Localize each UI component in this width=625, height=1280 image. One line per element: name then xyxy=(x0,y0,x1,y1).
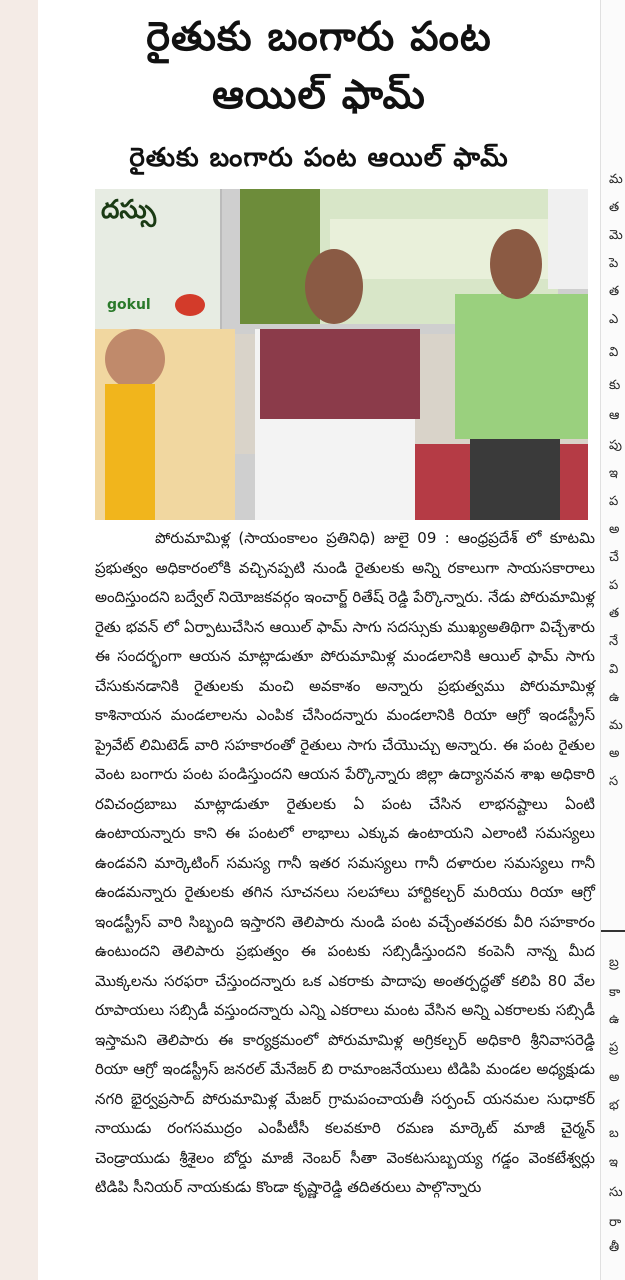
adjacent-column-glyph: ఎ xyxy=(609,312,619,327)
article-text: పోరుమామిళ్ల (సాయంకాలం ప్రతినిధి) జులై 09 : ఆంధ్రప్రదేశ్ లో కూటమి ప్రభుత్వం అధికారంలోకి వచ్చినప్పటి నుండి రైతులకు అన్ని రకాలుగా సాయసకారాలు అందిస్తుందని బద్వేల్ నియోజకవర్గం ఇంచార్జ్ రితేష్ రెడ్డి పేర్కొన్నారు. నేడు పోరుమామిళ్ల రైతు భవన్ లో ఏర్పాటుచేసిన ఆయిల్ ఫామ్ సాగు సదస్సుకు ముఖ్యఅతిథిగా విచ్చేశారు ఈ సందర్భంగా ఆయన మాట్లాడుతూ పోరుమామిళ్ల మండలానికి ఆయిల్ ఫామ్ సాగు చేసుకునడానికి రైతులకు మంచి అవకాశం అన్నారు ప్రభుత్వము పోరుమామిళ్ల కాశినాయన మండలాలను ఎంపిక చేసిందన్నారు మండలానికి రియా ఆగ్రో ఇండస్ట్రీస్ ప్రైవేట్ లిమిటెడ్ వారి సహకారంతో రైతులు సాగు చేయొచ్చు అన్నారు. ఈ పంట రైతుల వెంట బంగారు పంట పండిస్తుందని ఆయన పేర్కొన్నారు జిల్లా ఉద్యానవన శాఖ అధికారి రవిచంద్రబాబు మాట్లాడుతూ రైతులకు ఏ పంట చేసిన లాభనష్టాలు ఏంటి ఉంటాయన్నారు కాని ఈ పంటలో లాభాలు ఎక్కువ ఉంటాయని ఎలాంటి సమస్యలు ఉండవని మార్కెటింగ్ సమస్య గానీ ఇతర సమస్యలు గానీ దళారుల సమస్యలు గానీ ఉండమన్నారు రైతులకు తగిన సూచనలు సలహాలు హార్టికల్చర్ మరియు రియా ఆగ్రో ఇండస్ట్రీస్ వారి సిబ్బంది ఇస్తారని తెలిపారు నుండి పంట వచ్చేంతవరకు వీరి సహకారం ఉంటుందని తెలిపారు ప్రభుత్వం ఈ పంటకు సబ్సిడీస్తుందని కంపెనీ నాన్న మీద మొక్కలను సరఫరా చేస్తుందన్నారు ఒక ఎకరాకు పాదాపు అంతర్పద్ధతో కలిపి 80 వేల రూపాయలు సబ్సిడీ వస్తుందన్నారు ఎన్ని ఎకరాలు మంట వేసిన అన్ని ఎకరాలకు సబ్సిడీ ఇస్తామని తెలిపారు ఈ కార్యక్రమంలో పోరుమామిళ్ల అగ్రికల్చర్ అధికారి శ్రీనివాసరెడ్డి రియా ఆగ్రో ఇండస్ట్రీస్ జనరల్ మేనేజర్ బి రామాంజనేయులు టిడిపి మండల అధ్యక్షుడు నగరి భైర్వప్రసాద్ పోరుమామిళ్ల మేజర్ గ్రామపంచాయతీ సర్పంచ్ యనమల సుధాకర్ నాయుడు రంగసముద్రం ఎంపీటీసీ కలవకూరి రమణ మార్కెట్ మాజీ చైర్మన్ చెండ్రాయుడు శ్రీశైలం బోర్డు మాజీ నెంబర్ సీతా వెంకటసుబ్బయ్య గడ్డం వెంకటేశ్వర్లు టిడిపి సీనియర్ నాయకుడు కొండా కృష్ణారెడ్డి తదితరులు పాల్గొన్నారు xyxy=(95,529,595,1196)
yellow-scarf xyxy=(105,384,155,520)
adjacent-column-glyph: వి xyxy=(609,345,619,360)
adjacent-column-glyph: చే xyxy=(609,550,619,565)
banner-left-text: దస్సు xyxy=(101,195,157,225)
person-right xyxy=(445,229,588,520)
headline-line-1: రైతుకు బంగారు పంట xyxy=(146,14,492,60)
adjacent-column-glyph: స xyxy=(609,774,619,789)
adjacent-column-glyph: ప్ర xyxy=(609,1040,619,1055)
adjacent-column-glyph: ప xyxy=(609,494,619,509)
person-right-head xyxy=(490,229,542,299)
adjacent-column-glyph: నే xyxy=(609,634,619,649)
adjacent-column-glyph: త xyxy=(609,606,620,621)
palm-fruit-graphic xyxy=(175,294,205,316)
adjacent-column-glyph: మ xyxy=(609,718,623,733)
adjacent-column-glyph: సు xyxy=(609,1185,623,1200)
adjacent-column-glyph: మ xyxy=(609,172,623,187)
adjacent-column-glyph: తీ xyxy=(609,1240,620,1255)
adjacent-column-fragment xyxy=(600,0,625,1280)
adjacent-column-glyph: బ xyxy=(609,1126,619,1141)
adjacent-column-glyph: అ xyxy=(609,746,620,761)
person-center xyxy=(245,249,420,520)
person-right-shirt xyxy=(455,294,588,439)
person-right-pants xyxy=(470,439,560,520)
adjacent-column-glyph: కా xyxy=(609,985,621,1000)
person-center-head xyxy=(305,249,363,324)
adjacent-column-glyph: అ xyxy=(609,1070,620,1085)
adjacent-column-glyph: పు xyxy=(609,438,622,453)
banner-left xyxy=(95,189,222,334)
adjacent-column-glyph: రా xyxy=(609,1215,622,1230)
adjacent-column-glyph: భ xyxy=(609,1098,619,1113)
adjacent-column-glyph: త xyxy=(609,284,620,299)
adjacent-column-glyph: ఆ xyxy=(609,408,620,423)
person-left-head xyxy=(105,329,165,389)
adjacent-column-glyph: త xyxy=(609,200,620,215)
person-left xyxy=(95,329,235,520)
left-page-margin xyxy=(0,0,38,1280)
adjacent-column-glyph: ఇ xyxy=(609,466,618,481)
adjacent-column-glyph: ఉ xyxy=(609,1012,620,1027)
adjacent-column-glyph: బ్ర xyxy=(609,955,619,970)
adjacent-column-glyph: ఉ xyxy=(609,690,620,705)
adjacent-column-glyph: పె xyxy=(609,256,619,271)
banner-brand-logo: gokul xyxy=(107,297,151,313)
headline-line-2: ఆయిల్ ఫామ్ xyxy=(212,72,426,118)
event-photo xyxy=(95,189,588,520)
adjacent-column-glyph: ఇ xyxy=(609,1155,618,1170)
adjacent-column-glyph: కు xyxy=(609,378,621,393)
adjacent-column-glyph: ప xyxy=(609,578,619,593)
adjacent-column-glyph: మె xyxy=(609,228,623,243)
subheadline: రైతుకు బంగారు పంట ఆయిల్ ఫామ్ xyxy=(129,143,509,173)
adjacent-column-glyph: వి xyxy=(609,662,619,677)
article-body xyxy=(95,524,595,1203)
column-divider xyxy=(601,930,625,932)
adjacent-column-glyph: అ xyxy=(609,522,620,537)
felicitation-shawl xyxy=(260,329,420,419)
